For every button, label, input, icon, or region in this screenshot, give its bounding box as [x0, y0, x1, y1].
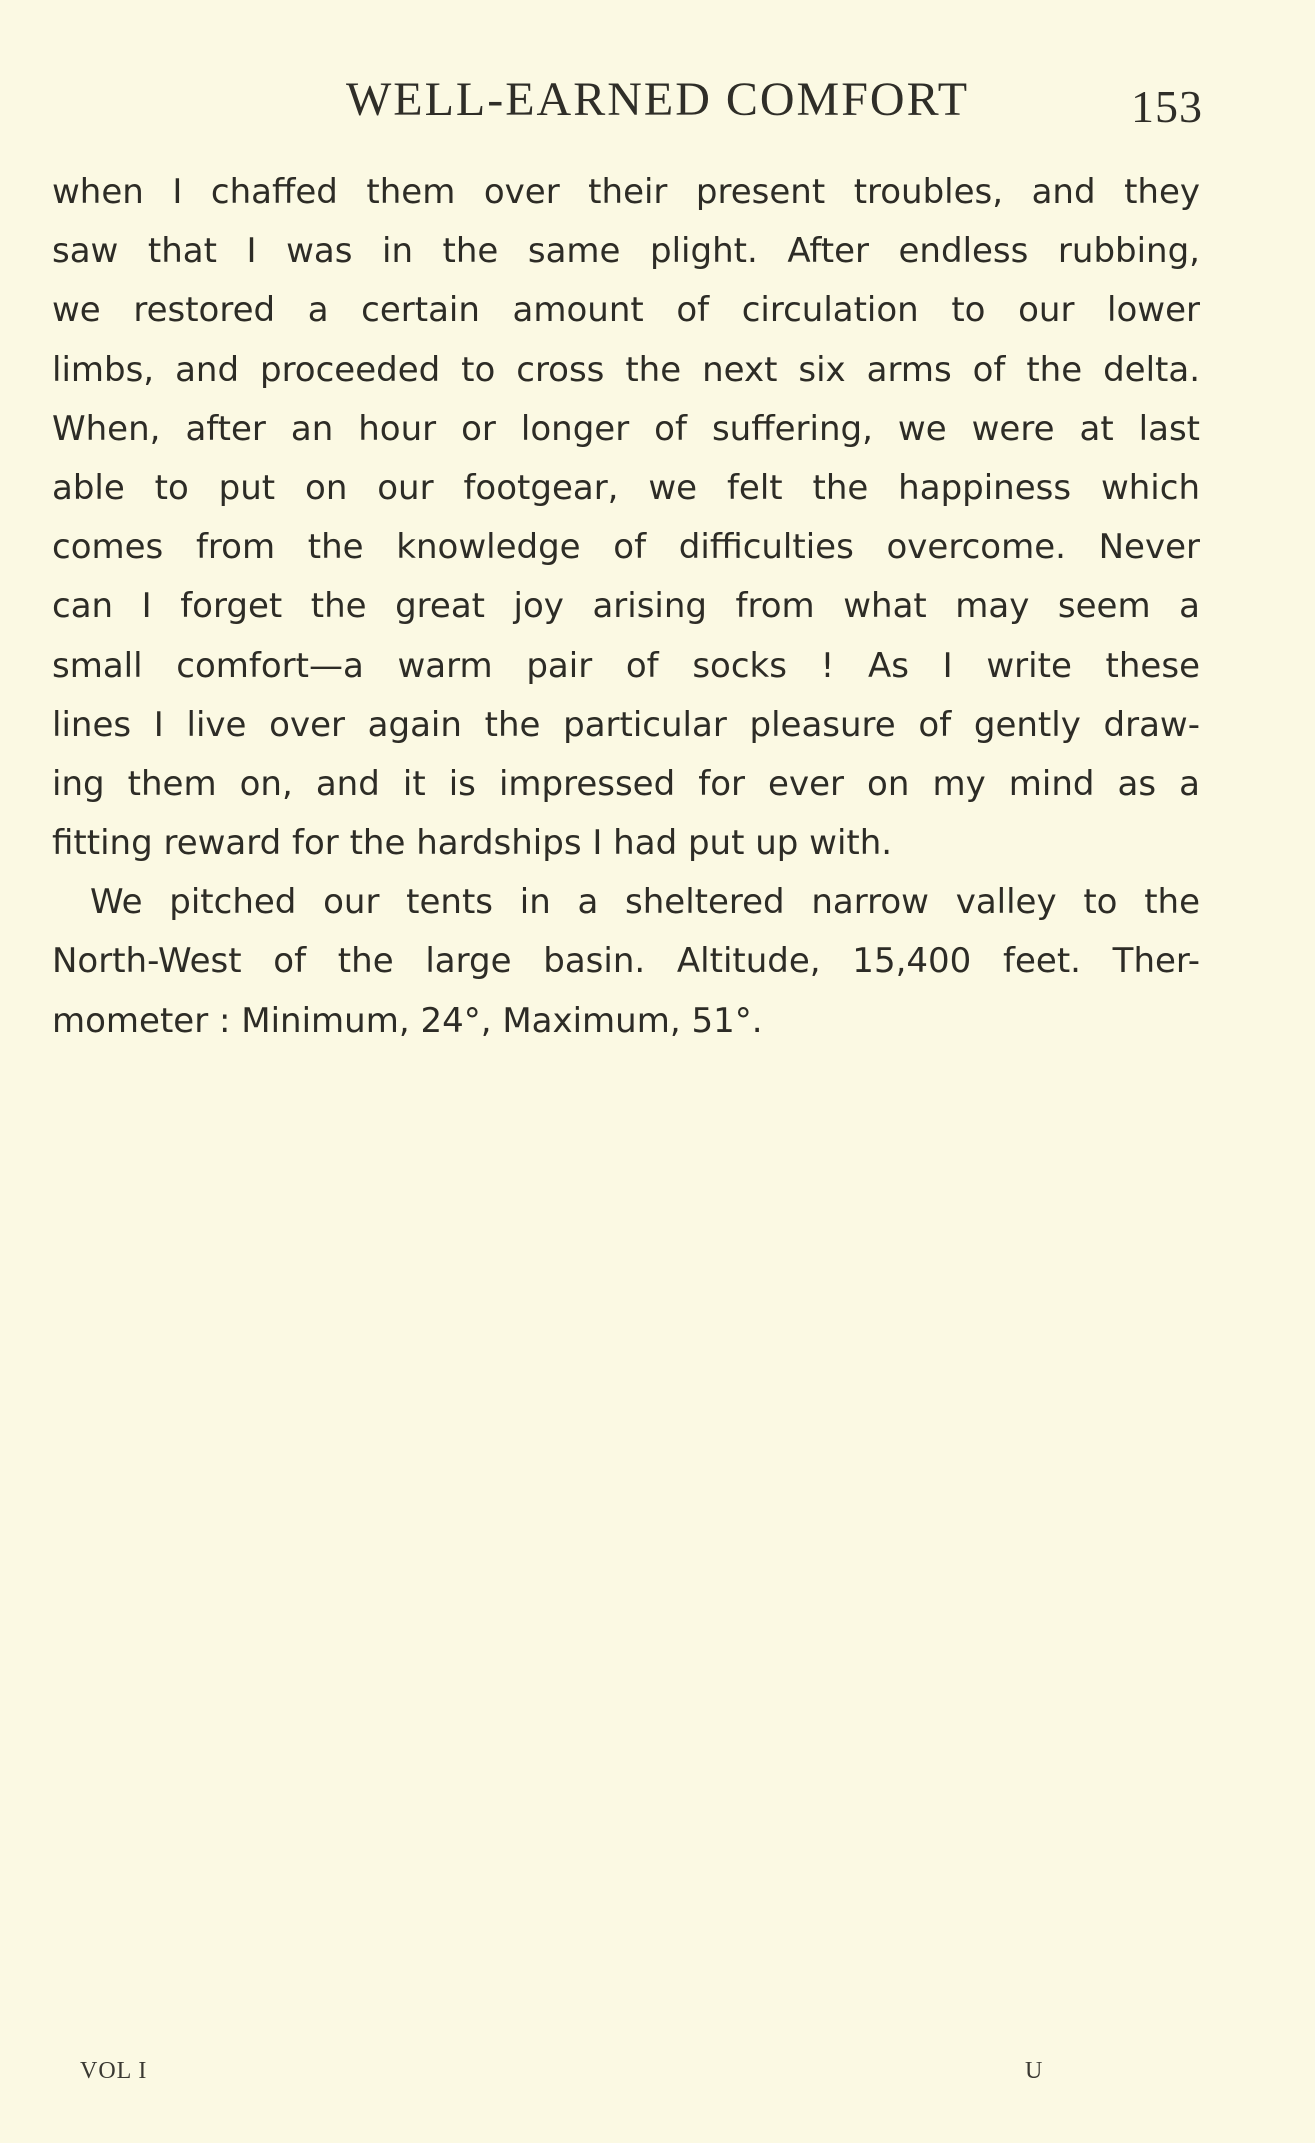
text-line: saw that I was in the same plight. After endless rubbing, [52, 231, 1200, 272]
text-line: When, after an hour or longer of suffering, we were at last [52, 408, 1200, 449]
body-text [52, 163, 1200, 1051]
text-line: fitting reward for the hardships I had put up with. [52, 823, 893, 864]
text-line: limbs, and proceeded to cross the next six arms of the delta. [52, 349, 1200, 390]
text-line: able to put on our footgear, we felt the happiness which [52, 467, 1200, 508]
text-line: comes from the knowledge of difficulties overcome. Never [52, 527, 1200, 568]
signature-mark: U [1025, 2058, 1044, 2084]
page-number: 153 [1131, 81, 1203, 132]
text-line: small comfort—a warm pair of socks ! As I write these [52, 645, 1200, 686]
text-line: we restored a certain amount of circulation to our lower [52, 290, 1200, 331]
text-line: We pitched our tents in a sheltered narrow valley to the [90, 882, 1200, 923]
running-title: WELL-EARNED COMFORT [345, 73, 970, 126]
text-line: when I chaffed them over their present troubles, and they [52, 172, 1200, 212]
footer-signature-line [0, 2058, 1315, 2088]
text-line: lines I live over again the particular pleasure of gently draw- [52, 704, 1200, 745]
text-line: ing them on, and it is impressed for ever on my mind as a [52, 763, 1200, 804]
running-head [0, 72, 1315, 132]
text-line: North-West of the large basin. Altitude, 15,400 feet. Ther- [52, 941, 1200, 982]
text-line: mometer : Minimum, 24°, Maximum, 51°. [52, 1000, 763, 1041]
text-line: can I forget the great joy arising from what may seem a [52, 586, 1200, 627]
volume-mark: VOL I [80, 2058, 148, 2084]
